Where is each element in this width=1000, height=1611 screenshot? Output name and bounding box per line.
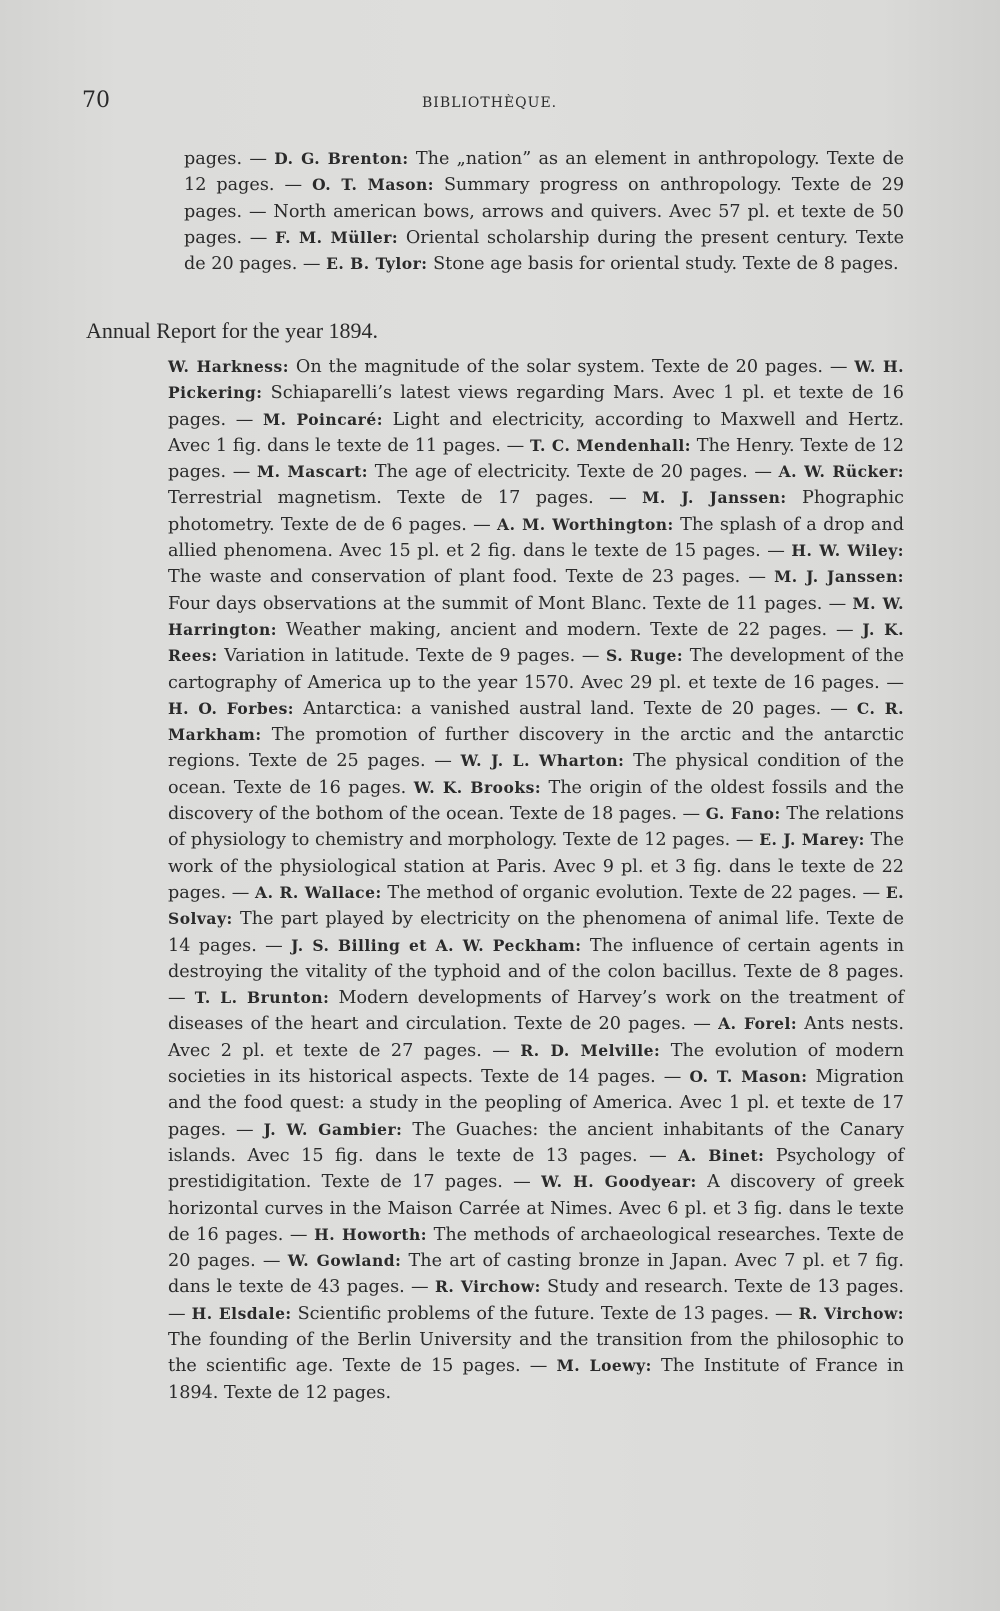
entry-author: E. Solvay:	[168, 882, 905, 929]
entry-author: A. Forel:	[718, 1014, 798, 1034]
intro-paragraph	[184, 146, 904, 277]
entry-text: Ants nests. Avec 2 pl. et texte de 27 pages. —	[168, 1014, 905, 1061]
entry-text: The founding of the Berlin University and the transition from the philosophic to the scientific age. Texte de 15 pages. —	[168, 1329, 904, 1377]
entry-author: J. K. Rees:	[168, 619, 904, 666]
entry-author: H. O. Forbes:	[168, 698, 295, 718]
entry-text: pages. —	[184, 149, 267, 169]
entry-author: H. Howorth:	[314, 1224, 427, 1244]
entry-text: The origin of the oldest fossils and the discovery of the bothom of the ocean. Texte de 18 pages. —	[168, 777, 905, 825]
entry-author: A. M. Worthington:	[497, 514, 674, 534]
entry-author: J. W. Gambier:	[263, 1119, 403, 1139]
entry-text: The relations of physiology to chemistry and morphology. Texte de 12 pages. —	[168, 804, 904, 851]
entry-text: A discovery of greek horizontal curves in the Maison Carrée at Nimes. Avec 6 pl. et 3 fig. dans le texte de 16 pages. —	[168, 1172, 905, 1245]
entry-text: The „nation” as an element in anthropology. Texte de 12 pages. —	[184, 149, 905, 196]
entry-text: Scientific problems of the future. Texte de 13 pages. —	[297, 1303, 793, 1324]
entry-author: A. R. Wallace:	[255, 882, 382, 902]
bibliography-entry	[168, 699, 848, 719]
entry-author: M. Loewy:	[556, 1356, 652, 1376]
entry-author: D. G. Brenton:	[274, 149, 409, 168]
entry-text: The promotion of further discovery in the arctic and the antarctic regions. Texte de 25 pages. —	[168, 725, 904, 772]
entry-text: Schiaparelli’s latest views regarding Mars. Avec 1 pl. et texte de 16 pages. —	[168, 383, 904, 430]
entry-author: W. H. Goodyear:	[541, 1172, 697, 1192]
entry-author: R. Virchow:	[798, 1303, 905, 1323]
entry-author: E. J. Marey:	[759, 830, 865, 850]
entry-author: W. Gowland:	[287, 1251, 402, 1271]
entry-author: F. M. Müller:	[275, 227, 399, 247]
entry-text: The age of electricity. Texte de 20 pages. —	[374, 462, 772, 483]
entry-text: The work of the physiological station at Paris. Avec 9 pl. et 3 fig. dans le texte de 22 pages. —	[168, 830, 904, 903]
entry-author: W. K. Brooks:	[413, 777, 542, 797]
entry-text: The waste and conservation of plant food. Texte de 23 pages. —	[168, 567, 766, 588]
entry-author: T. C. Mendenhall:	[529, 435, 691, 455]
bibliography-entry	[257, 462, 772, 482]
annual-report-paragraph	[168, 354, 904, 1406]
bibliography-entry	[168, 357, 848, 377]
entry-author: A. W. Rücker:	[778, 462, 905, 482]
entry-text: Variation in latitude. Texte de 9 pages. —	[224, 646, 600, 667]
entry-text: Terrestrial magnetism. Texte de 17 pages. —	[168, 488, 627, 509]
entry-text: The influence of certain agents in destroying the vitality of the typhoid and of the colon bacillus. Texte de 8 pages. —	[168, 935, 905, 1009]
entry-text: The physical condition of the ocean. Texte de 16 pages.	[168, 751, 904, 798]
entry-text: Antarctica: a vanished austral land. Texte de 20 pages. —	[303, 698, 848, 719]
entry-author: R. Virchow:	[434, 1277, 541, 1297]
entry-author: T. L. Brunton:	[194, 988, 330, 1008]
entry-text: Oriental scholarship during the present century. Texte de 20 pages. —	[184, 227, 905, 275]
entry-text: Modern developments of Harvey’s work on the treatment of diseases of the heart and circulation. Texte de 20 pages. —	[168, 988, 904, 1035]
entry-text: Study and research. Texte de 13 pages. —	[168, 1277, 905, 1324]
entry-text: The evolution of modern societies in its historical aspects. Texte de 14 pages. —	[168, 1040, 905, 1088]
running-head: BIBLIOTHÈQUE.	[422, 95, 558, 111]
entry-text: Weather making, ancient and modern. Texte de 22 pages. —	[285, 619, 854, 640]
entry-author: S. Ruge:	[606, 646, 684, 666]
entry-author: A. Binet:	[678, 1145, 765, 1165]
entry-author: O. T. Mason:	[312, 175, 434, 195]
entry-author: M. J. Janssen:	[642, 488, 787, 508]
entry-author: G. Fano:	[705, 804, 781, 824]
entry-text: Psychology of prestidigitation. Texte de 17 pages. —	[168, 1145, 905, 1193]
entry-text: The method of organic evolution. Texte de 22 pages. —	[387, 882, 881, 903]
bibliography-entry	[255, 883, 880, 903]
entry-author: M. W. Harrington:	[168, 593, 905, 639]
entry-text: The art of casting bronze in Japan. Avec 7 pl. et 7 fig. dans le texte de 43 pages. —	[168, 1251, 905, 1298]
entry-text: The part played by electricity on the phenomena of animal life. Texte de 14 pages. —	[168, 909, 905, 956]
entry-text: The development of the cartography of America up to the year 1570. Avec 29 pl. et texte de 16 pages. —	[168, 646, 904, 693]
section-title: Annual Report for the year 1894.	[86, 318, 379, 343]
entry-author: H. Elsdale:	[191, 1303, 292, 1323]
entry-text: The methods of archaeological researches. Texte de 20 pages. —	[168, 1224, 904, 1272]
entry-author: W. J. L. Wharton:	[460, 751, 625, 771]
entry-text: Phographic photometry. Texte de de 6 pages. —	[168, 488, 905, 535]
entry-text: Migration and the food quest: a study in the peopling of America. Avec 1 pl. et texte de 17 pages. —	[168, 1067, 904, 1140]
entry-text: Light and electricity, according to Maxwell and Hertz. Avec 1 fig. dans le texte de 11 pages. —	[168, 409, 905, 456]
entry-author: R. D. Melville:	[520, 1040, 661, 1060]
entry-author: W. H. Pickering:	[168, 357, 905, 403]
entry-author: E. B. Tylor:	[326, 254, 428, 274]
entry-author: H. W. Wiley:	[791, 541, 904, 561]
entry-author: M. Poincaré:	[262, 409, 383, 429]
entry-author: W. Harkness:	[168, 357, 289, 376]
entry-author: O. T. Mason:	[689, 1067, 808, 1087]
bibliography-entry	[326, 254, 899, 274]
page-number: 70	[82, 88, 110, 113]
entry-author: M. J. Janssen:	[774, 567, 904, 587]
entry-text: The Henry. Texte de 12 pages. —	[168, 435, 905, 483]
entry-author: J. S. Billing et A. W. Peckham:	[291, 935, 582, 955]
bibliography-entry	[192, 1304, 793, 1324]
entry-text: Summary progress on anthropology. Texte de 29 pages. — North american bows, arrows and quivers. Avec 57 pl. et texte de 50 pages. —	[184, 175, 905, 248]
entry-author: C. R. Markham:	[168, 698, 904, 745]
page-header	[82, 88, 842, 118]
entry-text: The Institute of France in 1894. Texte de 12 pages.	[168, 1356, 904, 1403]
entry-text: The Guaches: the ancient inhabitants of the Canary islands. Avec 15 fig. dans le texte de 13 pages. —	[168, 1119, 904, 1166]
bibliography-entry	[184, 149, 267, 169]
entry-text: The splash of a drop and allied phenomena. Avec 15 pl. et 2 fig. dans le texte de 15 pages. —	[168, 514, 904, 562]
entry-text: Stone age basis for oriental study. Texte de 8 pages.	[433, 254, 899, 275]
entry-text: On the magnitude of the solar system. Texte de 20 pages. —	[295, 357, 848, 377]
entry-text: Four days observations at the summit of Mont Blanc. Texte de 11 pages. —	[168, 593, 847, 614]
entry-author: M. Mascart:	[257, 462, 369, 482]
